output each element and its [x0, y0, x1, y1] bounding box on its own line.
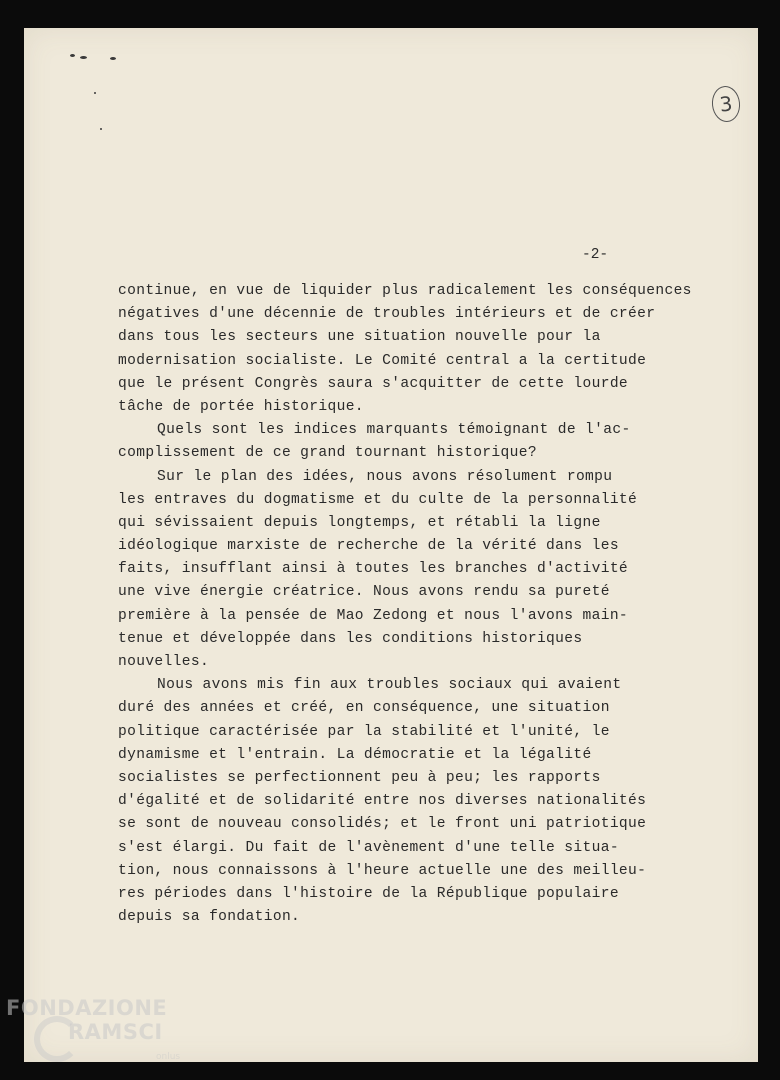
typed-body-text: [118, 280, 692, 929]
text-line: les entraves du dogmatisme et du culte de la personnalité: [118, 491, 638, 508]
text-line: continue, en vue de liquider plus radicalement les conséquences: [118, 283, 692, 299]
paper-speck: [70, 54, 75, 57]
handwritten-page-annotation: 3: [710, 85, 742, 124]
text-line: socialistes se perfectionnent peu à peu; les rapports: [118, 769, 601, 786]
text-line: tenue et développée dans les conditions historiques: [118, 630, 583, 647]
text-line: Sur le plan des idées, nous avons résolument rompu: [157, 468, 613, 485]
text-line: que le présent Congrès saura s'acquitter de cette lourde: [118, 375, 629, 392]
text-line: modernisation socialiste. Le Comité central a la certitude: [118, 352, 647, 369]
paper-speck: [100, 128, 102, 130]
text-line: tion, nous connaissons à l'heure actuelle une des meilleu-: [118, 862, 647, 879]
text-line: dans tous les secteurs une situation nouvelle pour la: [118, 329, 601, 346]
text-line: d'égalité et de solidarité entre nos diverses nationalités: [118, 793, 647, 810]
text-line: faits, insufflant ainsi à toutes les branches d'activité: [118, 561, 629, 578]
text-line: politique caractérisée par la stabilité et l'unité, le: [118, 723, 610, 740]
text-line: complissement de ce grand tournant historique?: [118, 445, 537, 462]
paper-speck: [94, 92, 96, 94]
text-line: se sont de nouveau consolidés; et le front uni patriotique: [118, 816, 647, 833]
text-line: Quels sont les indices marquants témoignant de l'ac-: [157, 422, 631, 439]
text-line: s'est élargi. Du fait de l'avènement d'une telle situa-: [118, 839, 619, 856]
text-line: Nous avons mis fin aux troubles sociaux qui avaient: [157, 677, 622, 694]
text-line: qui sévissaient depuis longtemps, et rétabli la ligne: [118, 514, 601, 531]
watermark-line1: FONDAZIONE: [6, 996, 168, 1020]
text-line: nouvelles.: [118, 654, 210, 670]
watermark-line2: RAMSCI: [68, 1020, 163, 1044]
text-line: dynamisme et l'entrain. La démocratie et la légalité: [118, 746, 592, 763]
text-line: une vive énergie créatrice. Nous avons rendu sa pureté: [118, 584, 610, 601]
text-line: res périodes dans l'histoire de la République populaire: [118, 885, 619, 902]
text-line: négatives d'une décennie de troubles intérieurs et de créer: [118, 306, 656, 323]
watermark-logo: [6, 996, 196, 1076]
text-line: première à la pensée de Mao Zedong et nous l'avons main-: [118, 607, 629, 624]
text-line: duré des années et créé, en conséquence, une situation: [118, 700, 610, 717]
paper-speck: [80, 56, 87, 59]
text-line: depuis sa fondation.: [118, 909, 301, 926]
paper-speck: [110, 57, 116, 60]
page-number: -2-: [582, 247, 609, 263]
text-line: tâche de portée historique.: [118, 398, 364, 415]
text-line: idéologique marxiste de recherche de la vérité dans les: [118, 538, 619, 555]
watermark-small: onlus: [156, 1052, 181, 1062]
